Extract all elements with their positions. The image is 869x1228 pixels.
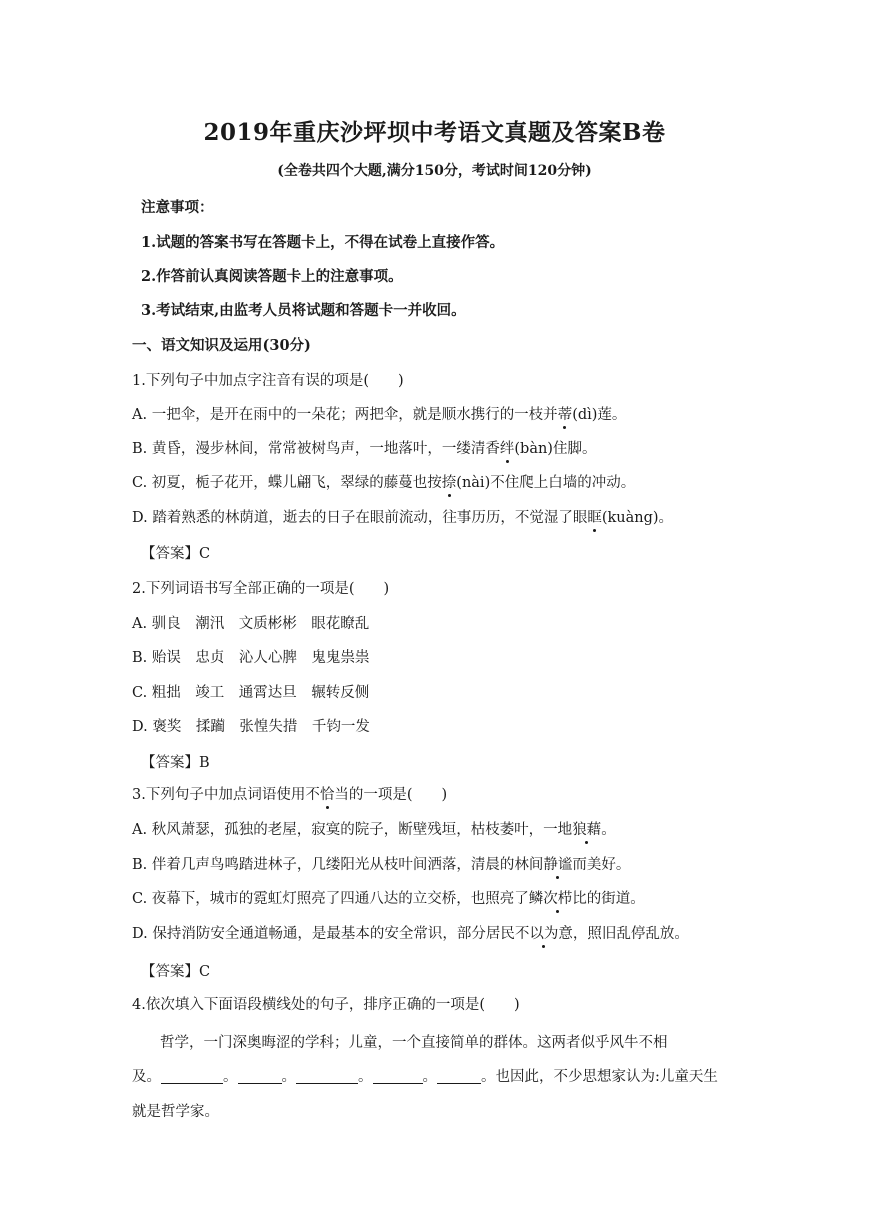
- exam-title: 2019年重庆沙坪坝中考语文真题及答案B卷: [203, 119, 666, 146]
- fill-blank[interactable]: [296, 1068, 358, 1084]
- notice-heading: 注意事项：: [141, 199, 214, 216]
- option-d: D. 保持消防安全通道畅通，是最基本的安全常识，部分居民不以为意，照旧乱停乱放。: [132, 922, 689, 943]
- option-b: B. 伴着几声鸟鸣踏进林子，几缕阳光从枝叶间洒落，清晨的林间静谧而美好。: [132, 853, 630, 874]
- notice-item: 2.作答前认真阅读答题卡上的注意事项。: [141, 268, 403, 285]
- option-a: A. 一把伞，是开在雨中的一朵花；两把伞，就是顺水携行的一枝并蒂(dì)莲。: [132, 403, 626, 424]
- question-stem: 2.下列词语书写全部正确的一项是( ): [132, 581, 390, 597]
- fill-blank[interactable]: [238, 1068, 282, 1084]
- answer: 【答案】C: [141, 964, 211, 980]
- option-a: A. 驯良 潮汛 文质彬彬 眼花瞭乱: [132, 616, 370, 632]
- exam-subtitle: (全卷共四个大题,满分150分，考试时间120分钟): [277, 163, 592, 179]
- dotted-char: 眶: [587, 506, 602, 527]
- section-heading: 一、语文知识及运用(30分): [132, 337, 311, 354]
- answer: 【答案】B: [141, 755, 210, 771]
- option-c: C. 初夏，栀子花开，蝶儿翩飞，翠绿的藤蔓也按捺(nài)不住爬上白墙的冲动。: [132, 471, 635, 492]
- question-stem: 1.下列句子中加点字注音有误的项是( ): [132, 373, 404, 389]
- option-d: D. 踏着熟悉的林荫道，逝去的日子在眼前流动，往事历历，不觉湿了眼眶(kuàng)。: [132, 506, 673, 527]
- question-stem: 4.依次填入下面语段横线处的句子，排序正确的一项是( ): [132, 997, 520, 1013]
- passage-line: 及。 。 。 。 。 。也因此，不少思想家认为:儿童天生: [132, 1069, 718, 1085]
- notice-item: 3.考试结束,由监考人员将试题和答题卡一并收回。: [141, 302, 466, 319]
- dotted-word: 不恰当: [305, 783, 349, 804]
- dotted-word: 鳞次栉比: [529, 887, 587, 908]
- option-c: C. 夜幕下，城市的霓虹灯照亮了四通八达的立交桥，也照亮了鳞次栉比的街道。: [132, 887, 645, 908]
- option-a: A. 秋风萧瑟，孤独的老屋，寂寞的院子，断壁残垣，枯枝萎叶，一地狼藉。: [132, 818, 616, 839]
- fill-blank[interactable]: [437, 1068, 481, 1084]
- dotted-char: 绊: [500, 437, 515, 458]
- dotted-word: 狼藉: [572, 818, 601, 839]
- dotted-word: 不以为意: [515, 922, 573, 943]
- answer: 【答案】C: [141, 546, 211, 562]
- passage-line: 哲学，一门深奥晦涩的学科；儿童，一个直接简单的群体。这两者似乎风牛不相: [160, 1035, 668, 1051]
- dotted-word: 静谧: [543, 853, 572, 874]
- question-stem: 3.下列句子中加点词语使用不恰当的一项是( ): [132, 783, 447, 804]
- option-b: B. 贻误 忠贞 沁人心脾 鬼鬼祟祟: [132, 650, 370, 666]
- fill-blank[interactable]: [373, 1068, 423, 1084]
- dotted-char: 蒂: [558, 403, 573, 424]
- fill-blank[interactable]: [161, 1068, 223, 1084]
- option-b: B. 黄昏，漫步林间，常常被树鸟声，一地落叶，一缕清香绊(bàn)住脚。: [132, 437, 596, 458]
- dotted-char: 捺: [442, 471, 457, 492]
- option-c: C. 粗拙 竣工 通霄达旦 辗转反侧: [132, 685, 370, 701]
- notice-item: 1.试题的答案书写在答题卡上，不得在试卷上直接作答。: [141, 234, 505, 251]
- passage-line: 就是哲学家。: [132, 1104, 219, 1120]
- option-d: D. 褒奖 揉躏 张惶失措 千钧一发: [132, 719, 370, 735]
